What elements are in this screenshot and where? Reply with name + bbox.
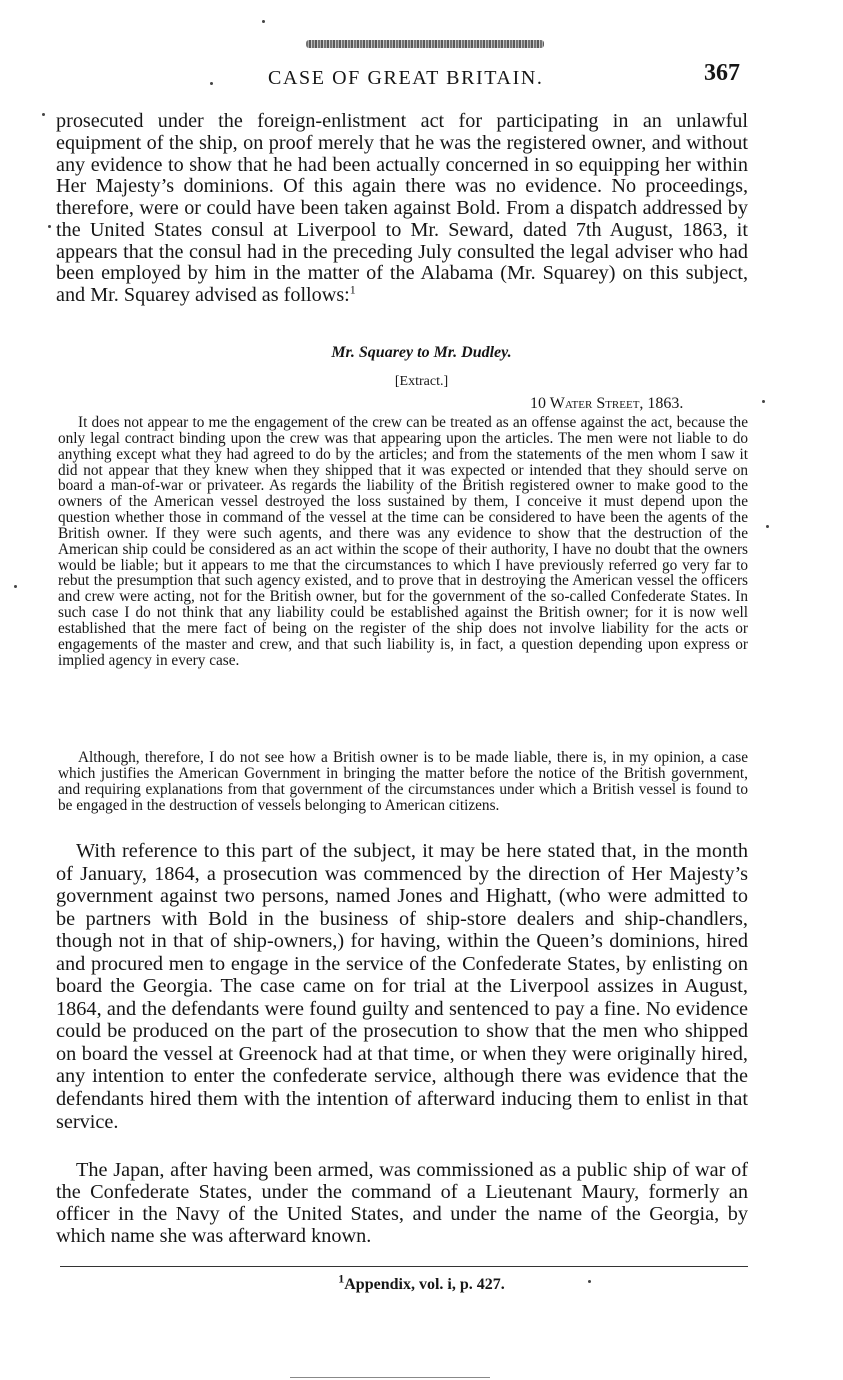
header-ornament: [306, 40, 544, 48]
running-head: CASE OF GREAT BRITAIN.: [268, 67, 544, 89]
opening-paragraph-text: prosecuted under the foreign-enlistment act for participating in an unlawful equipment of the ship, on proof merely that he was the registered owner, and without any evidence to show that he had been actually concerned in so equipping her within Her Majesty’s dominions. Of this again there was no evidence. No proceedings, therefore, were or could have been taken against Bold. From a dispatch addressed by the United States consul at Liverpool to Mr. Seward, dated 7th August, 1863, it appears that the consul had in the preceding July consulted the legal adviser who had been employed by him in the matter of the Alabama (Mr. Squarey) on this subject, and Mr. Squarey advised as follows:: [56, 110, 748, 306]
opening-paragraph: [56, 111, 748, 307]
letter-heading: Mr. Squarey to Mr. Dudley.: [331, 344, 512, 361]
page-number: 367: [704, 60, 740, 86]
japan-paragraph: The Japan, after having been armed, was commissioned as a public ship of war of the Confederate States, under the command of a Lieutenant Maury, formerly an officer in the Navy of the United States, and under the name of the Georgia, by which name she was afterward known.: [56, 1159, 748, 1248]
footnote-reference: 1: [349, 282, 356, 297]
bottom-rule: [290, 1377, 490, 1378]
letter-paragraph-2: Although, therefore, I do not see how a British owner is to be made liable, there is, in my opinion, a case which justifies the American Government in bringing the matter before the notice of the British government, and requiring explanations from that government of the circumstances under which a British vessel is found to be engaged in the destruction of vessels belonging to American citizens.: [58, 749, 748, 814]
prosecution-paragraph: With reference to this part of the subject, it may be here stated that, in the month of January, 1864, a prosecution was commenced by the direction of Her Majesty’s government against two persons, named Jones and Highatt, (who were admitted to be partners with Bold in the business of ship-store dealers and ship-chandlers, though not in that of ship-owners,) for having, within the Queen’s dominions, hired and procured men to engage in the service of the Confederate States, by enlisting on board the Georgia. The case came on for trial at the Liverpool assizes in August, 1864, and the defendants were found guilty and sentenced to pay a fine. No evidence could be produced on the part of the prosecution to show that the men who shipped on board the vessel at Greenock had at that time, or when they were originally hired, any intention to enter the confederate service, although there was evidence that the defendants hired them with the intention of afterward inducing them to enlist in that service.: [56, 840, 748, 1133]
footnote-rule: [60, 1266, 748, 1267]
footnote: [0, 1271, 843, 1294]
footnote-text: Appendix, vol. i, p. 427.: [344, 1276, 505, 1293]
footnote-mark: 1: [338, 1271, 345, 1286]
extract-label: [Extract.]: [394, 374, 449, 389]
letter-paragraph-1: It does not appear to me the engagement of the crew can be treated as an offense against the act, because the only legal contract binding upon the crew was that appearing upon the articles. The men were not liable to do anything except what they had agreed to do by the articles; and from the statements of the men whom I saw it did not appear that they knew when they shipped that it was expected or intended that they should serve on board a man-of-war or privateer. As regards the liability of the British registered owner to make good to the owners of the American vessel destroyed the loss sustained by them, I conceive it must depend upon the question whether those in command of the vessel at the time can be considered to have been the agents of the British owner. If they were such agents, and there was any evidence to show that the destruction of the American ship could be considered as an act within the scope of their authority, I have no doubt that the owners would be liable; but it appears to me that the circumstances to which I have previously referred go very far to rebut the presumption that such agency existed, and to prove that in destroying the American vessel the officers and crew were acting, not for the British owner, but for the government of the so-called Confederate States. In such case I do not think that any liability could be established against the British owner; for it is now well established that the mere fact of being on the register of the ship does not involve liability for the acts or engagements of the master and crew, and that such liability is, in fact, a question depending upon express or implied agency in every case.: [58, 414, 748, 669]
letter-address: 10 Water Street, 1863.: [530, 395, 684, 412]
